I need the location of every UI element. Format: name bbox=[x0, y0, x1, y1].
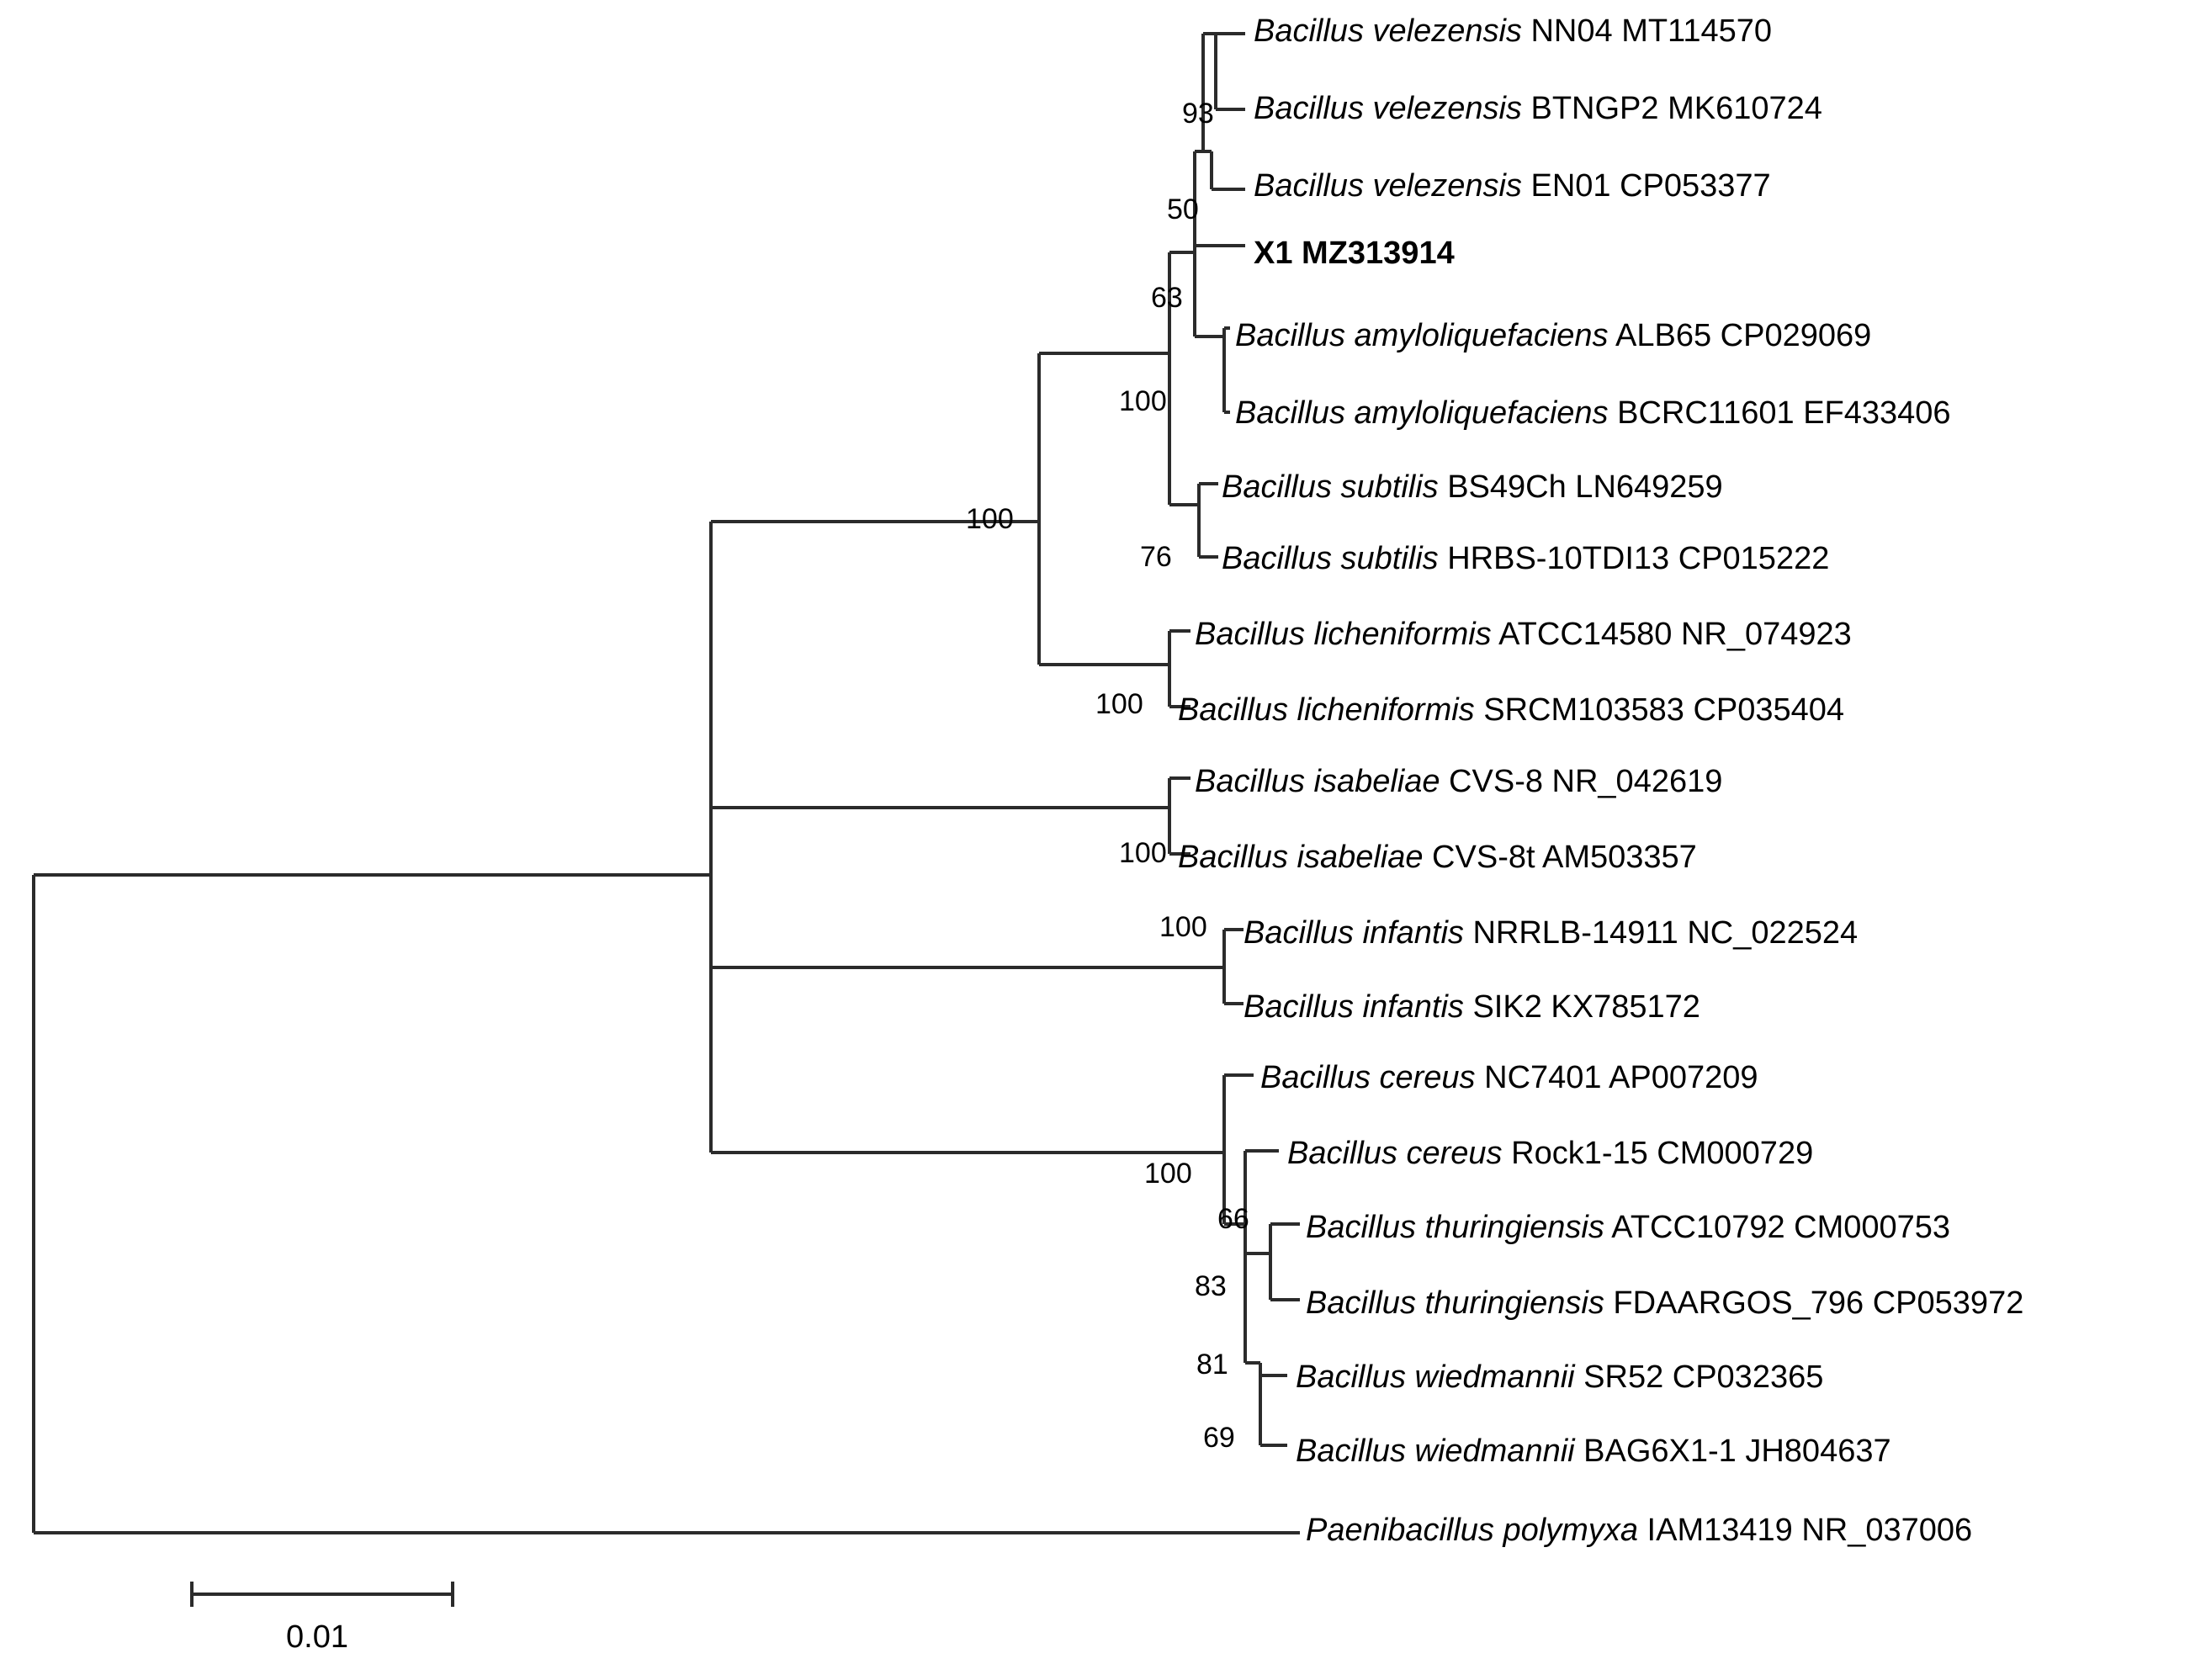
bootstrap-support-value: 100 bbox=[1095, 688, 1143, 720]
bootstrap-support-value: 100 bbox=[1119, 837, 1167, 869]
bootstrap-support-value: 100 bbox=[1159, 911, 1207, 943]
taxon-strain-accession: X1 MZ313914 bbox=[1254, 236, 1455, 271]
taxon-strain-accession: HRBS-10TDI13 CP015222 bbox=[1438, 541, 1830, 576]
taxon-strain-accession: SIK2 KX785172 bbox=[1463, 989, 1700, 1025]
taxon-strain-accession: BS49Ch LN649259 bbox=[1438, 469, 1723, 505]
bootstrap-support-value: 76 bbox=[1140, 541, 1172, 573]
bootstrap-support-value: 83 bbox=[1195, 1270, 1227, 1302]
taxon-label bbox=[1306, 1287, 2023, 1319]
taxon-label bbox=[1178, 694, 1844, 726]
taxon-label bbox=[1296, 1435, 1891, 1467]
taxon-genus-species: Bacillus amyloliquefaciens bbox=[1235, 395, 1609, 431]
taxon-label bbox=[1260, 1062, 1758, 1094]
taxon-strain-accession: BCRC11601 EF433406 bbox=[1608, 395, 1951, 431]
taxon-genus-species: Bacillus velezensis bbox=[1254, 13, 1522, 49]
taxon-genus-species: Bacillus velezensis bbox=[1254, 91, 1522, 126]
taxon-label bbox=[1287, 1137, 1813, 1169]
taxon-genus-species: Paenibacillus polymyxa bbox=[1306, 1513, 1638, 1548]
taxon-label bbox=[1244, 917, 1858, 949]
taxon-strain-accession: NN04 MT114570 bbox=[1521, 13, 1773, 49]
taxon-genus-species: Bacillus wiedmannii bbox=[1296, 1359, 1575, 1395]
taxon-label bbox=[1244, 991, 1700, 1023]
taxon-strain-accession: BTNGP2 MK610724 bbox=[1521, 91, 1822, 126]
bootstrap-support-value: 93 bbox=[1182, 98, 1214, 130]
taxon-genus-species: Bacillus isabeliae bbox=[1195, 764, 1440, 799]
taxon-genus-species: Bacillus licheniformis bbox=[1195, 617, 1492, 652]
taxon-strain-accession: CVS-8t AM503357 bbox=[1423, 840, 1697, 875]
taxon-label bbox=[1296, 1361, 1823, 1393]
scale-bar-label: 0.01 bbox=[286, 1619, 348, 1655]
taxon-genus-species: Bacillus infantis bbox=[1244, 989, 1464, 1025]
bootstrap-support-value: 100 bbox=[1144, 1158, 1192, 1190]
taxon-genus-species: Bacillus licheniformis bbox=[1178, 692, 1475, 728]
taxon-genus-species: Bacillus velezensis bbox=[1254, 168, 1522, 204]
taxon-strain-accession: ATCC14580 NR_074923 bbox=[1491, 617, 1852, 652]
bootstrap-support-value: 100 bbox=[1119, 385, 1167, 417]
taxon-genus-species: Bacillus subtilis bbox=[1222, 541, 1439, 576]
taxon-genus-species: Bacillus thuringiensis bbox=[1306, 1285, 1604, 1321]
taxon-strain-accession: NRRLB-14911 NC_022524 bbox=[1463, 915, 1859, 951]
taxon-label bbox=[1235, 320, 1871, 352]
taxon-strain-accession: IAM13419 NR_037006 bbox=[1637, 1513, 1973, 1548]
taxon-label bbox=[1235, 397, 1951, 429]
taxon-strain-accession: EN01 CP053377 bbox=[1521, 168, 1771, 204]
taxon-genus-species: Bacillus cereus bbox=[1287, 1136, 1503, 1171]
taxon-strain-accession: Rock1-15 CM000729 bbox=[1502, 1136, 1814, 1171]
taxon-label-highlighted bbox=[1254, 237, 1455, 269]
taxon-strain-accession: FDAARGOS_796 CP053972 bbox=[1604, 1285, 2024, 1321]
taxon-label bbox=[1195, 618, 1852, 650]
taxon-strain-accession: BAG6X1-1 JH804637 bbox=[1574, 1434, 1891, 1469]
taxon-label bbox=[1178, 841, 1697, 873]
taxon-strain-accession: NC7401 AP007209 bbox=[1475, 1060, 1758, 1095]
bootstrap-support-value: 100 bbox=[966, 503, 1014, 535]
taxon-genus-species: Bacillus isabeliae bbox=[1178, 840, 1424, 875]
bootstrap-support-value: 81 bbox=[1196, 1349, 1228, 1381]
taxon-strain-accession: CVS-8 NR_042619 bbox=[1440, 764, 1723, 799]
taxon-genus-species: Bacillus thuringiensis bbox=[1306, 1210, 1604, 1245]
bootstrap-support-value: 50 bbox=[1167, 193, 1199, 225]
taxon-label bbox=[1222, 471, 1723, 503]
bootstrap-support-value: 63 bbox=[1151, 282, 1183, 314]
taxon-genus-species: Bacillus infantis bbox=[1244, 915, 1464, 951]
taxon-genus-species: Bacillus wiedmannii bbox=[1296, 1434, 1575, 1469]
taxon-strain-accession: ATCC10792 CM000753 bbox=[1604, 1210, 1951, 1245]
taxon-label bbox=[1254, 93, 1822, 125]
taxon-label bbox=[1195, 766, 1722, 798]
taxon-label-outgroup bbox=[1306, 1514, 1972, 1546]
taxon-label bbox=[1222, 543, 1829, 575]
taxon-strain-accession: ALB65 CP029069 bbox=[1608, 318, 1872, 353]
taxon-genus-species: Bacillus cereus bbox=[1260, 1060, 1476, 1095]
taxon-genus-species: Bacillus amyloliquefaciens bbox=[1235, 318, 1609, 353]
bootstrap-support-value: 69 bbox=[1203, 1422, 1235, 1454]
taxon-label bbox=[1306, 1211, 1950, 1243]
bootstrap-support-value: 66 bbox=[1217, 1203, 1249, 1235]
taxon-label bbox=[1254, 15, 1772, 47]
taxon-label bbox=[1254, 170, 1771, 202]
taxon-strain-accession: SR52 CP032365 bbox=[1574, 1359, 1824, 1395]
taxon-genus-species: Bacillus subtilis bbox=[1222, 469, 1439, 505]
taxon-strain-accession: SRCM103583 CP035404 bbox=[1474, 692, 1845, 728]
